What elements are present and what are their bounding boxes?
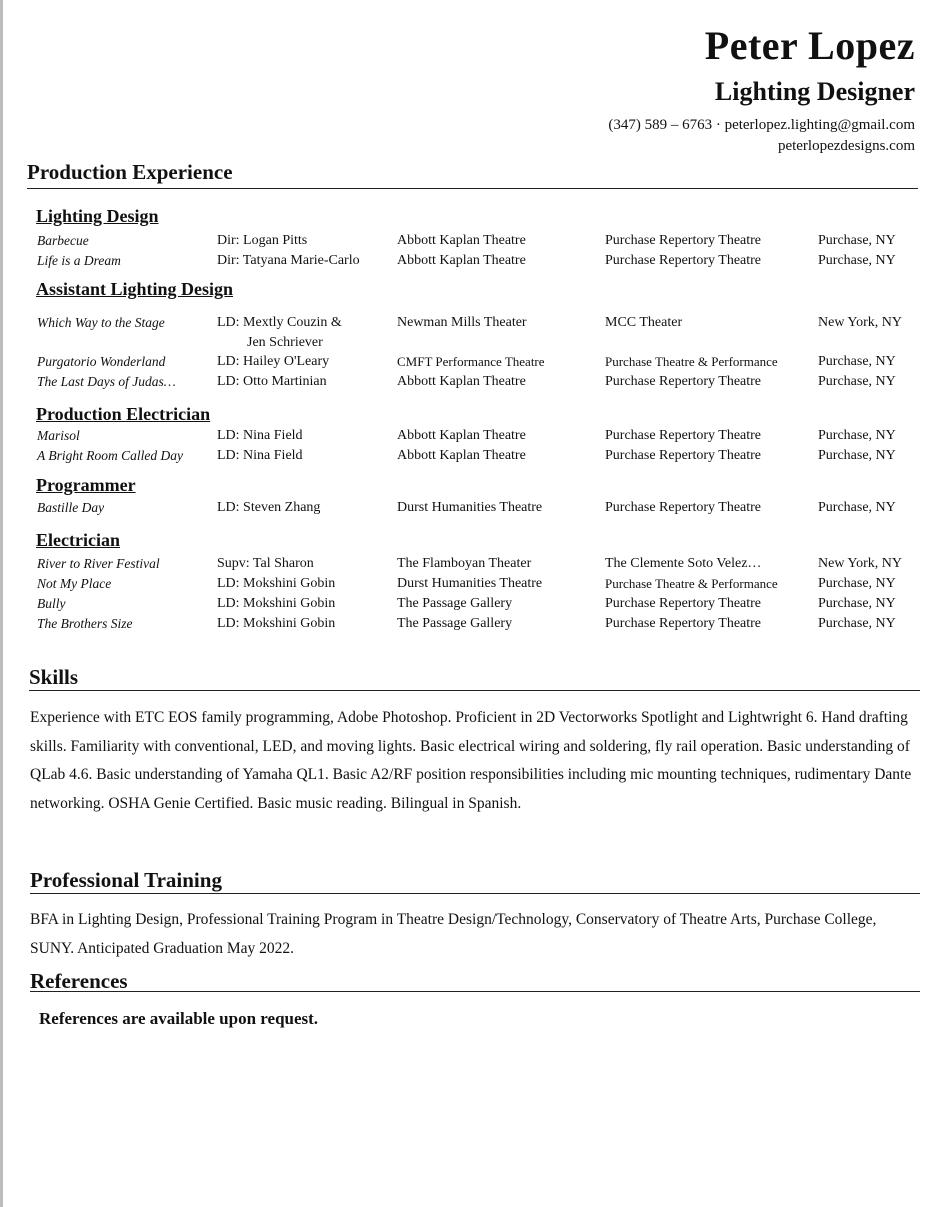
credit-organization: Purchase Theatre & Performance <box>605 576 778 591</box>
credit-location: Purchase, NY <box>818 448 896 463</box>
credit-organization: Purchase Repertory Theatre <box>605 253 762 268</box>
credit-location: Purchase, NY <box>818 428 896 443</box>
show-title: Which Way to the Stage <box>37 315 165 330</box>
credit-role: Supv: Tal Sharon <box>217 556 314 571</box>
credit-venue: Newman Mills Theater <box>397 315 527 330</box>
credit-role: Dir: Logan Pitts <box>217 233 308 248</box>
group-title-programmer: Programmer <box>36 475 136 495</box>
credit-venue: The Passage Gallery <box>397 596 513 611</box>
credit-venue: Durst Humanities Theatre <box>397 576 543 591</box>
credit-venue: Durst Humanities Theatre <box>397 500 543 515</box>
resume-name: Peter Lopez <box>704 23 915 68</box>
show-title: River to River Festival <box>37 556 160 571</box>
credit-venue: The Flamboyan Theater <box>397 556 532 571</box>
show-title: Barbecue <box>37 233 89 248</box>
credit-venue: Abbott Kaplan Theatre <box>397 428 526 443</box>
show-title: The Brothers Size <box>37 616 133 631</box>
credit-location: New York, NY <box>818 556 903 571</box>
credit-location: New York, NY <box>818 315 903 330</box>
credit-role: LD: Mokshini Gobin <box>217 576 336 591</box>
skills-text: Experience with ETC EOS family programming, Adobe Photoshop. Proficient in 2D Vectorworks Spotlight and Lightwright 6. Hand drafting skills. Familiarity with conventional, LED, and moving lights. Basic electrical wiring and soldering, fly rail operation. Basic understanding of QLab 4.6. Basic understanding of Yamaha QL1. Basic A2/RF position responsibilities including mic mounting techniques, rudimentary Dante networking. OSHA Genie Certified. Basic music reading. Bilingual in Spanish. <box>30 709 912 812</box>
credit-organization: Purchase Repertory Theatre <box>605 428 762 443</box>
skills-divider <box>29 690 920 691</box>
show-title: The Last Days of Judas… <box>37 374 176 389</box>
credit-location: Purchase, NY <box>818 374 896 389</box>
credit-row <box>0 233 943 253</box>
credit-row <box>0 428 943 448</box>
references-divider <box>30 991 920 992</box>
show-title: Life is a Dream <box>37 253 121 268</box>
group-title-production-electrician: Production Electrician <box>36 404 211 424</box>
training-divider <box>30 893 920 894</box>
credit-row <box>0 354 943 374</box>
show-title: Not My Place <box>37 576 112 591</box>
contact-block <box>608 115 915 157</box>
credit-role-continued: Jen Schriever <box>247 335 323 350</box>
credit-role: LD: Nina Field <box>217 448 303 463</box>
credit-location: Purchase, NY <box>818 616 896 631</box>
credit-venue: Abbott Kaplan Theatre <box>397 253 526 268</box>
credit-organization: Purchase Repertory Theatre <box>605 616 762 631</box>
production-heading: Production Experience <box>27 160 233 184</box>
credit-location: Purchase, NY <box>818 233 896 248</box>
group-title-lighting-design: Lighting Design <box>36 206 159 226</box>
skills-heading: Skills <box>29 665 79 689</box>
credit-location: Purchase, NY <box>818 253 896 268</box>
credit-row <box>0 374 943 394</box>
references-text: References are available upon request. <box>39 1009 319 1028</box>
show-title: Purgatorio Wonderland <box>37 354 166 369</box>
credit-role: LD: Nina Field <box>217 428 303 443</box>
credit-row <box>0 500 943 520</box>
group-title-electrician: Electrician <box>36 530 120 550</box>
credit-row <box>0 253 943 273</box>
production-divider <box>27 188 918 189</box>
credit-row <box>0 448 943 468</box>
show-title: Bastille Day <box>37 500 105 515</box>
credit-row <box>0 596 943 616</box>
credit-role: LD: Mokshini Gobin <box>217 616 336 631</box>
credit-venue: Abbott Kaplan Theatre <box>397 233 526 248</box>
show-title: A Bright Room Called Day <box>37 448 183 463</box>
credit-role: LD: Steven Zhang <box>217 500 321 515</box>
credit-location: Purchase, NY <box>818 500 896 515</box>
credit-role: LD: Otto Martinian <box>217 374 327 389</box>
credit-organization: Purchase Repertory Theatre <box>605 500 762 515</box>
website-link[interactable]: peterlopezdesigns.com <box>777 138 915 154</box>
credit-organization: The Clemente Soto Velez… <box>605 556 762 571</box>
credit-row <box>0 616 943 636</box>
credit-location: Purchase, NY <box>818 576 896 591</box>
credit-venue: Abbott Kaplan Theatre <box>397 374 526 389</box>
credit-venue: CMFT Performance Theatre <box>397 354 545 369</box>
credit-organization: Purchase Repertory Theatre <box>605 596 762 611</box>
show-title: Bully <box>37 596 66 611</box>
references-heading: References <box>30 969 128 993</box>
group-title-assistant-lighting-design: Assistant Lighting Design <box>36 279 234 299</box>
training-heading: Professional Training <box>30 868 222 892</box>
show-title: Marisol <box>37 428 80 443</box>
credit-role: LD: Mextly Couzin & <box>217 315 342 330</box>
training-text: BFA in Lighting Design, Professional Training Program in Theatre Design/Technology, Conservatory of Theatre Arts, Purchase College, SUNY. Anticipated Graduation May 2022. <box>30 911 877 957</box>
credit-organization: Purchase Theatre & Performance <box>605 354 778 369</box>
credit-location: Purchase, NY <box>818 354 896 369</box>
resume-title: Lighting Designer <box>714 77 915 106</box>
credit-location: Purchase, NY <box>818 596 896 611</box>
credit-row <box>0 556 943 576</box>
credit-role: Dir: Tatyana Marie-Carlo <box>217 253 360 268</box>
credit-organization: MCC Theater <box>605 315 683 330</box>
credit-organization: Purchase Repertory Theatre <box>605 448 762 463</box>
credit-organization: Purchase Repertory Theatre <box>605 374 762 389</box>
credit-role: LD: Hailey O'Leary <box>217 354 330 369</box>
credit-row <box>0 576 943 596</box>
credit-role: LD: Mokshini Gobin <box>217 596 336 611</box>
credit-venue: The Passage Gallery <box>397 616 513 631</box>
credit-row <box>0 315 943 350</box>
credit-organization: Purchase Repertory Theatre <box>605 233 762 248</box>
contact-line: (347) 589 – 6763 · peterlopez.lighting@gmail.com <box>608 117 915 133</box>
credit-venue: Abbott Kaplan Theatre <box>397 448 526 463</box>
